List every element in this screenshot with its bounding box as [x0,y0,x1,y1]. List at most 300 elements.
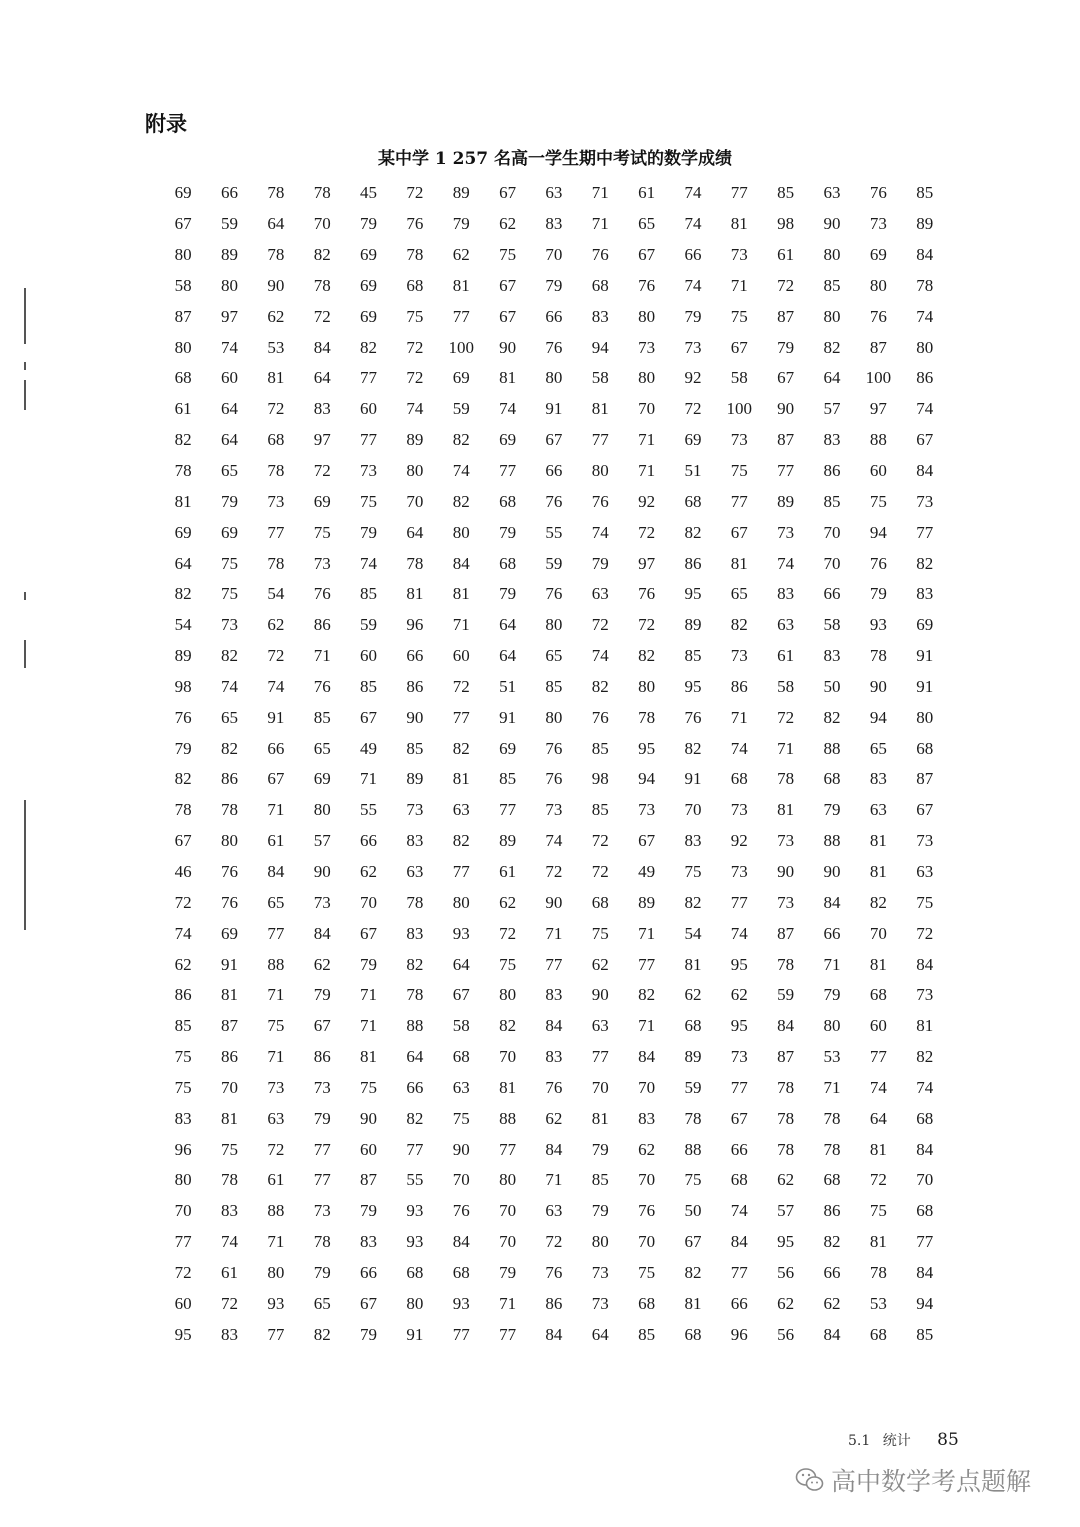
score-cell: 95 [777,1232,795,1252]
score-cell: 86 [916,368,934,388]
score-cell: 61 [267,1170,285,1190]
score-cell: 78 [638,707,656,727]
score-cell: 90 [869,676,887,696]
score-cell: 86 [221,769,239,789]
score-cell: 69 [869,245,887,265]
score-cell: 84 [313,923,331,943]
score-cell: 81 [869,954,887,974]
score-cell: 61 [777,646,795,666]
score-cell: 75 [452,1108,470,1128]
score-cell: 77 [730,491,748,511]
score-cell: 74 [267,676,285,696]
score-cell: 84 [452,1232,470,1252]
score-cell: 80 [313,800,331,820]
score-cell: 85 [684,646,702,666]
score-cell: 78 [777,1108,795,1128]
score-cell: 60 [869,1016,887,1036]
score-cell: 88 [267,954,285,974]
score-cell: 88 [684,1139,702,1159]
score-cell: 74 [730,1201,748,1221]
score-cell: 63 [545,1201,563,1221]
score-cell: 91 [499,707,517,727]
score-cell: 79 [360,1201,378,1221]
score-cell: 80 [406,461,424,481]
score-cell: 83 [869,769,887,789]
score-cell: 78 [313,1232,331,1252]
score-cell: 80 [406,1293,424,1313]
score-cell: 75 [730,461,748,481]
score-cell: 75 [638,1262,656,1282]
score-cell: 49 [638,861,656,881]
score-cell: 72 [777,275,795,295]
score-cell: 68 [452,1262,470,1282]
score-cell: 76 [174,707,192,727]
score-cell: 75 [499,954,517,974]
score-cell: 79 [499,584,517,604]
score-cell: 91 [684,769,702,789]
score-cell: 69 [174,183,192,203]
score-cell: 73 [730,861,748,881]
score-cell: 79 [313,1262,331,1282]
score-cell: 82 [313,1324,331,1344]
score-cell: 76 [221,892,239,912]
table-row [160,795,948,826]
table-row [160,1196,948,1227]
score-cell: 69 [313,491,331,511]
score-cell: 76 [638,584,656,604]
score-cell: 77 [267,1324,285,1344]
score-cell: 88 [823,738,841,758]
score-cell: 77 [360,430,378,450]
score-cell: 86 [174,985,192,1005]
score-cell: 71 [360,769,378,789]
score-cell: 77 [730,183,748,203]
score-cell: 78 [406,245,424,265]
score-cell: 82 [684,738,702,758]
score-cell: 84 [730,1232,748,1252]
score-cell: 78 [684,1108,702,1128]
score-cell: 89 [638,892,656,912]
score-cell: 75 [360,491,378,511]
score-cell: 66 [545,461,563,481]
score-cell: 76 [545,769,563,789]
score-cell: 83 [777,584,795,604]
score-cell: 73 [777,522,795,542]
score-cell: 62 [730,985,748,1005]
score-cell: 95 [684,676,702,696]
score-cell: 82 [730,615,748,635]
score-cell: 82 [174,769,192,789]
score-cell: 74 [591,522,609,542]
score-cell: 78 [777,1077,795,1097]
score-cell: 72 [591,861,609,881]
score-cell: 78 [174,461,192,481]
score-cell: 79 [360,214,378,234]
table-row [160,610,948,641]
score-cell: 76 [313,676,331,696]
score-cell: 65 [545,646,563,666]
score-cell: 97 [313,430,331,450]
footer-section-title: 统计 [882,1433,911,1449]
score-cell: 84 [452,553,470,573]
score-cell: 69 [499,738,517,758]
score-cell: 91 [916,646,934,666]
score-cell: 71 [823,954,841,974]
score-cell: 90 [406,707,424,727]
score-cell: 78 [869,1262,887,1282]
score-cell: 77 [360,368,378,388]
score-cell: 46 [174,861,192,881]
table-row [160,332,948,363]
score-cell: 79 [591,553,609,573]
score-cell: 70 [591,1077,609,1097]
score-cell: 72 [174,892,192,912]
table-row [160,486,948,517]
score-cell: 65 [267,892,285,912]
score-cell: 68 [730,1170,748,1190]
score-cell: 68 [869,985,887,1005]
score-cell: 86 [313,1047,331,1067]
score-cell: 90 [823,861,841,881]
score-cell: 78 [313,275,331,295]
score-cell: 70 [638,399,656,419]
score-cell: 70 [406,491,424,511]
score-cell: 75 [591,923,609,943]
score-cell: 77 [591,430,609,450]
score-cell: 80 [174,1170,192,1190]
score-cell: 89 [221,245,239,265]
score-cell: 78 [267,245,285,265]
score-cell: 59 [221,214,239,234]
score-cell: 87 [360,1170,378,1190]
score-cell: 84 [916,954,934,974]
score-cell: 94 [591,337,609,357]
score-cell: 68 [730,769,748,789]
score-cell: 71 [267,800,285,820]
score-cell: 81 [730,553,748,573]
score-cell: 64 [452,954,470,974]
score-cell: 79 [823,985,841,1005]
score-cell: 81 [406,584,424,604]
score-cell: 74 [916,1077,934,1097]
score-cell: 74 [730,923,748,943]
score-cell: 81 [499,1077,517,1097]
score-cell: 90 [591,985,609,1005]
score-cell: 84 [916,245,934,265]
score-cell: 79 [174,738,192,758]
score-cell: 86 [823,1201,841,1221]
score-cell: 79 [313,1108,331,1128]
score-cell: 85 [638,1324,656,1344]
score-cell: 81 [869,1232,887,1252]
score-cell: 76 [869,183,887,203]
score-cell: 74 [174,923,192,943]
table-row [160,456,948,487]
score-cell: 79 [221,491,239,511]
score-cell: 79 [869,584,887,604]
score-cell: 59 [452,399,470,419]
score-cell: 81 [684,954,702,974]
score-cell: 62 [267,306,285,326]
score-cell: 66 [360,1262,378,1282]
score-cell: 68 [638,1293,656,1313]
table-row [160,209,948,240]
score-cell: 77 [313,1139,331,1159]
score-cell: 81 [221,985,239,1005]
score-cell: 74 [730,738,748,758]
score-cell: 71 [267,1232,285,1252]
score-cell: 76 [452,1201,470,1221]
score-cell: 75 [221,553,239,573]
score-cell: 78 [406,892,424,912]
score-cell: 90 [267,275,285,295]
score-cell: 67 [638,245,656,265]
score-cell: 56 [777,1324,795,1344]
score-cell: 90 [545,892,563,912]
score-cell: 100 [865,368,892,388]
score-cell: 71 [313,646,331,666]
score-cell: 69 [360,275,378,295]
score-cell: 82 [591,676,609,696]
score-cell: 67 [916,800,934,820]
score-cell: 71 [591,183,609,203]
score-cell: 85 [360,676,378,696]
score-cell: 87 [777,1047,795,1067]
score-cell: 73 [591,1262,609,1282]
score-cell: 68 [916,1108,934,1128]
score-cell: 89 [684,615,702,635]
score-cell: 65 [730,584,748,604]
score-cell: 84 [916,1139,934,1159]
score-cell: 89 [406,769,424,789]
score-cell: 71 [545,1170,563,1190]
score-cell: 82 [684,1262,702,1282]
score-cell: 62 [591,954,609,974]
score-cell: 66 [823,584,841,604]
score-cell: 54 [174,615,192,635]
score-cell: 77 [406,1139,424,1159]
score-cell: 70 [916,1170,934,1190]
score-cell: 58 [591,368,609,388]
score-cell: 79 [499,522,517,542]
score-cell: 82 [638,646,656,666]
score-cell: 83 [916,584,934,604]
score-cell: 72 [591,831,609,851]
score-cell: 70 [638,1232,656,1252]
score-cell: 79 [360,1324,378,1344]
scores-table-body [160,178,948,1350]
score-cell: 82 [638,985,656,1005]
score-cell: 61 [221,1262,239,1282]
score-cell: 66 [267,738,285,758]
score-cell: 56 [777,1262,795,1282]
score-cell: 92 [684,368,702,388]
score-cell: 68 [499,553,517,573]
score-cell: 78 [777,954,795,974]
score-cell: 80 [545,615,563,635]
score-cell: 80 [545,707,563,727]
score-cell: 81 [267,368,285,388]
score-cell: 72 [267,1139,285,1159]
score-cell: 91 [267,707,285,727]
score-cell: 67 [777,368,795,388]
score-cell: 71 [730,275,748,295]
score-cell: 78 [174,800,192,820]
table-row [160,425,948,456]
score-cell: 50 [823,676,841,696]
score-cell: 97 [221,306,239,326]
score-cell: 64 [591,1324,609,1344]
table-row [160,1072,948,1103]
score-cell: 70 [499,1232,517,1252]
score-cell: 79 [313,985,331,1005]
score-cell: 79 [591,1139,609,1159]
score-cell: 75 [221,1139,239,1159]
score-cell: 62 [545,1108,563,1128]
score-cell: 70 [499,1201,517,1221]
score-cell: 90 [499,337,517,357]
score-cell: 96 [406,615,424,635]
score-cell: 77 [267,923,285,943]
score-cell: 73 [638,337,656,357]
score-cell: 89 [406,430,424,450]
score-cell: 82 [452,430,470,450]
score-cell: 75 [267,1016,285,1036]
score-cell: 72 [313,461,331,481]
score-cell: 70 [823,553,841,573]
score-cell: 62 [313,954,331,974]
watermark [795,1462,1031,1498]
score-cell: 83 [221,1324,239,1344]
table-row [160,1319,948,1350]
score-cell: 73 [869,214,887,234]
score-cell: 67 [545,430,563,450]
table-row [160,918,948,949]
score-cell: 76 [684,707,702,727]
score-cell: 68 [406,275,424,295]
score-cell: 64 [221,430,239,450]
score-cell: 64 [221,399,239,419]
score-cell: 81 [730,214,748,234]
score-cell: 68 [452,1047,470,1067]
score-cell: 85 [823,491,841,511]
score-cell: 71 [638,923,656,943]
score-cell: 74 [591,646,609,666]
score-cell: 64 [499,646,517,666]
score-cell: 62 [267,615,285,635]
table-row [160,178,948,209]
score-cell: 58 [777,676,795,696]
score-cell: 81 [499,368,517,388]
score-cell: 84 [916,461,934,481]
score-cell: 62 [823,1293,841,1313]
score-cell: 76 [638,275,656,295]
score-cell: 87 [777,306,795,326]
score-cell: 83 [360,1232,378,1252]
score-cell: 45 [360,183,378,203]
score-cell: 81 [684,1293,702,1313]
scores-table [160,178,948,1350]
wechat-icon [795,1466,825,1494]
score-cell: 59 [777,985,795,1005]
score-cell: 97 [638,553,656,573]
score-cell: 90 [823,214,841,234]
score-cell: 60 [360,399,378,419]
score-cell: 62 [499,892,517,912]
score-cell: 67 [313,1016,331,1036]
table-row [160,1288,948,1319]
score-cell: 57 [313,831,331,851]
score-cell: 86 [545,1293,563,1313]
score-cell: 66 [221,183,239,203]
score-cell: 83 [313,399,331,419]
table-row [160,887,948,918]
score-cell: 53 [823,1047,841,1067]
score-cell: 73 [591,1293,609,1313]
score-cell: 69 [313,769,331,789]
score-cell: 84 [545,1324,563,1344]
score-cell: 67 [499,275,517,295]
score-cell: 86 [823,461,841,481]
score-cell: 83 [823,430,841,450]
score-cell: 79 [684,306,702,326]
score-cell: 68 [916,738,934,758]
table-row [160,733,948,764]
page-number: 85 [937,1430,959,1450]
score-cell: 82 [916,553,934,573]
score-cell: 53 [869,1293,887,1313]
score-cell: 64 [267,214,285,234]
score-cell: 77 [916,522,934,542]
score-cell: 83 [406,923,424,943]
score-cell: 82 [174,430,192,450]
score-cell: 76 [221,861,239,881]
score-cell: 82 [452,831,470,851]
score-cell: 87 [174,306,192,326]
score-cell: 55 [360,800,378,820]
score-cell: 61 [267,831,285,851]
score-cell: 86 [730,676,748,696]
score-cell: 68 [684,1016,702,1036]
score-cell: 50 [684,1201,702,1221]
score-cell: 72 [591,615,609,635]
score-cell: 67 [730,337,748,357]
score-cell: 80 [591,1232,609,1252]
score-cell: 93 [406,1201,424,1221]
score-cell: 67 [174,831,192,851]
score-cell: 82 [360,337,378,357]
score-cell: 71 [452,615,470,635]
score-cell: 76 [591,707,609,727]
score-cell: 66 [823,923,841,943]
score-cell: 84 [545,1139,563,1159]
score-cell: 63 [406,861,424,881]
score-cell: 67 [638,831,656,851]
score-cell: 95 [730,1016,748,1036]
score-cell: 82 [452,491,470,511]
table-row [160,517,948,548]
score-cell: 69 [360,306,378,326]
score-cell: 77 [499,1139,517,1159]
score-cell: 72 [313,306,331,326]
score-cell: 72 [452,676,470,696]
table-row [160,702,948,733]
score-cell: 64 [406,522,424,542]
score-cell: 83 [545,985,563,1005]
score-cell: 72 [545,1232,563,1252]
score-cell: 72 [545,861,563,881]
score-cell: 76 [406,214,424,234]
